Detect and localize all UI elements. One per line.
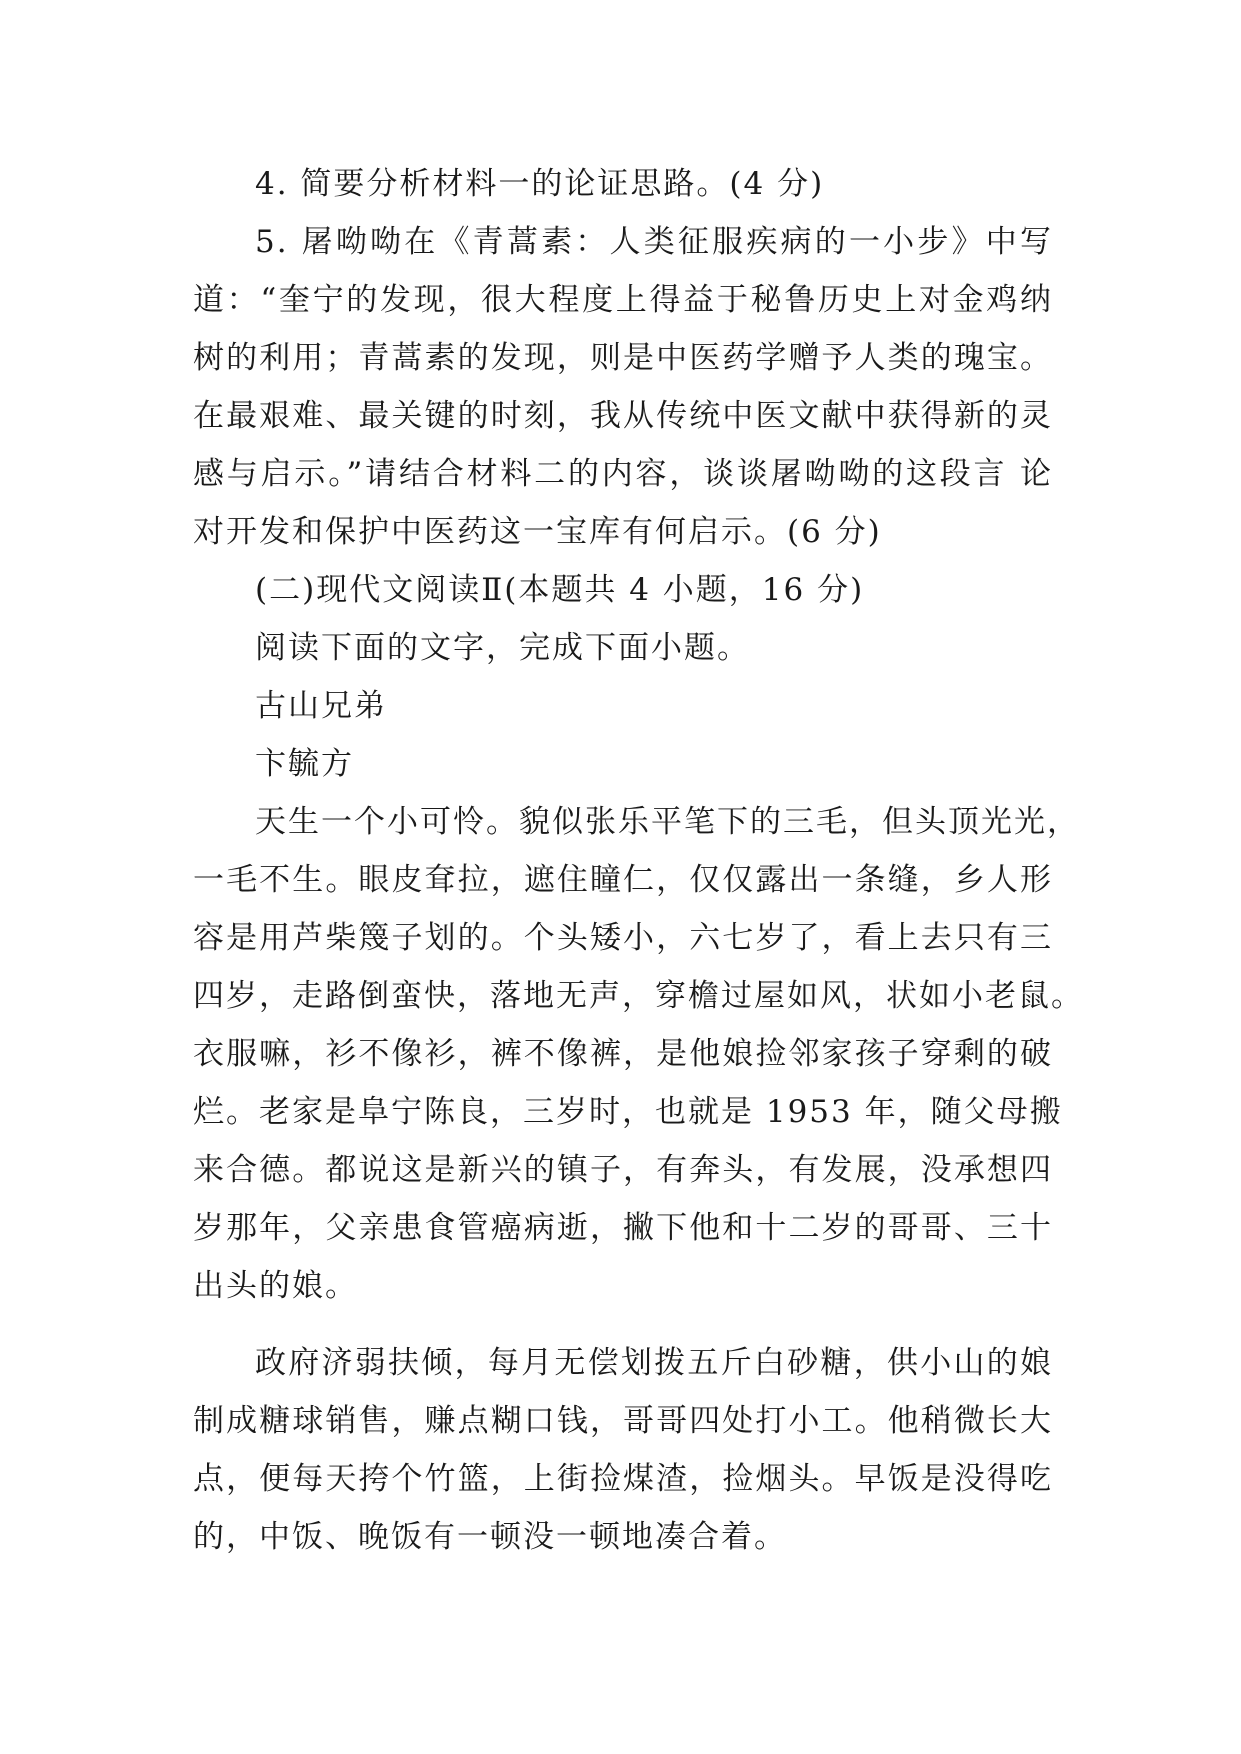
question-5-line: 感与启示。”请结合材料二的内容，谈谈屠呦呦的这段言 论 xyxy=(193,456,1053,492)
question-5-line: 树的利用；青蒿素的发现，则是中医药学赠予人类的瑰宝。 xyxy=(193,340,1053,376)
paragraph-1-line: 烂。老家是阜宁陈良，三岁时，也就是 1953 年，随父母搬 xyxy=(193,1094,1063,1130)
paragraph-2-line: 的，中饭、晚饭有一顿没一顿地凑合着。 xyxy=(193,1519,787,1555)
paragraph-1-line: 出头的娘。 xyxy=(193,1268,358,1304)
paragraph-2-line: 政府济弱扶倾，每月无偿划拨五斤白砂糖，供小山的娘 xyxy=(255,1345,1053,1381)
paragraph-1-line: 来合德。都说这是新兴的镇子，有奔头，有发展，没承想四 xyxy=(193,1152,1053,1188)
question-5-line: 道：“奎宁的发现，很大程度上得益于秘鲁历史上对金鸡纳 xyxy=(193,282,1053,318)
paragraph-1-line: 一毛不生。眼皮耷拉，遮住瞳仁，仅仅露出一条缝，乡人形 xyxy=(193,862,1053,898)
paragraph-1-line: 岁那年，父亲患食管癌病逝，撇下他和十二岁的哥哥、三十 xyxy=(193,1210,1053,1246)
question-5-line: 在最艰难、最关键的时刻，我从传统中医文献中获得新的灵 xyxy=(193,398,1053,434)
paragraph-1-line: 天生一个小可怜。貌似张乐平笔下的三毛，但头顶光光， xyxy=(255,804,1080,840)
paragraph-1-line: 衣服嘛，衫不像衫，裤不像裤，是他娘捡邻家孩子穿剩的破 xyxy=(193,1036,1053,1072)
paragraph-2-line: 点，便每天挎个竹篮，上街捡煤渣，捡烟头。早饭是没得吃 xyxy=(193,1461,1053,1497)
story-author: 卞毓方 xyxy=(255,746,354,782)
section-heading: (二)现代文阅读Ⅱ(本题共 4 小题，16 分) xyxy=(255,572,865,608)
question-5-line: 5. 屠呦呦在《青蒿素：人类征服疾病的一小步》中写 xyxy=(255,224,1053,260)
paragraph-1-line: 四岁，走路倒蛮快，落地无声，穿檐过屋如风，状如小老鼠。 xyxy=(193,978,1084,1014)
paragraph-gap xyxy=(193,1315,1053,1334)
paragraph-2-line: 制成糖球销售，赚点糊口钱，哥哥四处打小工。他稍微长大 xyxy=(193,1403,1053,1439)
paragraph-1-line: 容是用芦柴篾子划的。个头矮小，六七岁了，看上去只有三 xyxy=(193,920,1053,956)
question-4: 4. 简要分析材料一的论证思路。(4 分) xyxy=(255,166,825,202)
story-title: 古山兄弟 xyxy=(255,688,387,724)
question-5-line: 对开发和保护中医药这一宝库有何启示。(6 分) xyxy=(193,514,882,550)
reading-instruction: 阅读下面的文字，完成下面小题。 xyxy=(255,630,750,666)
text-column xyxy=(193,155,1084,1566)
